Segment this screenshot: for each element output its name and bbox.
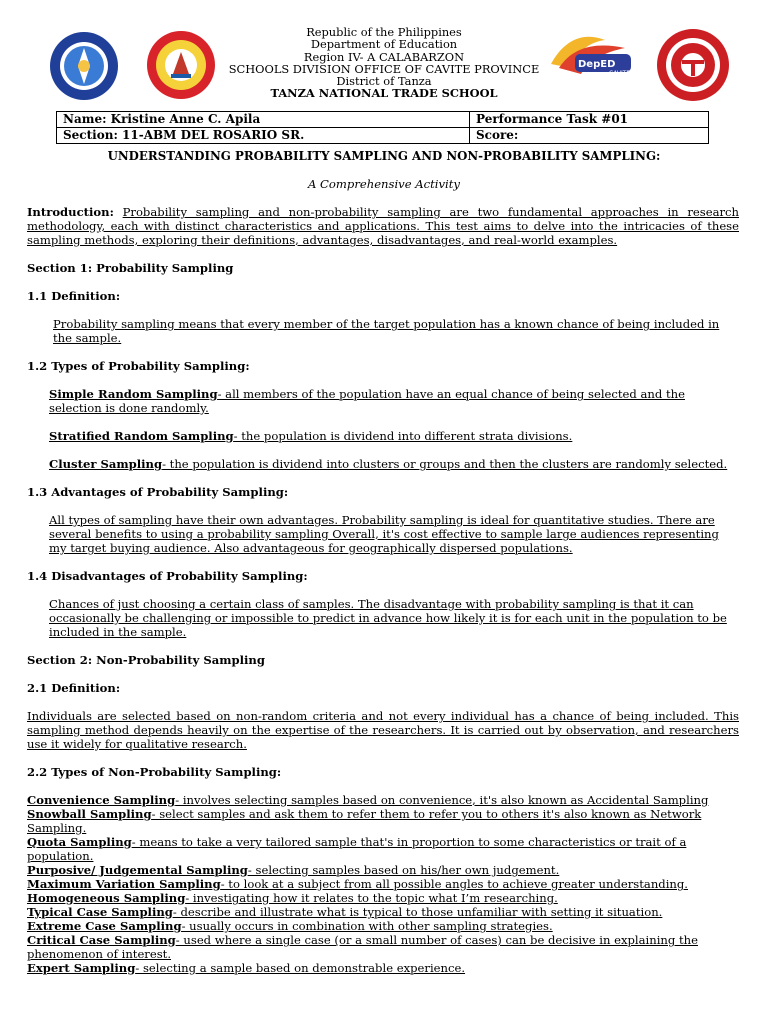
probability-type-item: [27, 387, 739, 415]
disadvantages-text: Chances of just choosing a certain class of samples. The disadvantage with probability sampling is that it can occasionally be challenging or impossible to predict in advance how likely it is for each unit in the population to be included in the sample.: [49, 597, 727, 639]
document-title: UNDERSTANDING PROBABILITY SAMPLING AND NON-PROBABILITY SAMPLING:: [107, 149, 661, 163]
student-section: Section: 11-ABM DEL ROSARIO SR.: [57, 128, 470, 144]
header-line: SCHOOLS DIVISION OFFICE OF CAVITE PROVINCE: [228, 61, 540, 76]
non-probability-type-item: [27, 891, 739, 905]
type-term: Convenience Sampling: [27, 793, 176, 807]
type-term: Snowball Sampling: [27, 807, 152, 821]
type-desc: - to look at a subject from all possible angles to achieve greater understanding.: [220, 877, 688, 891]
probability-type-item: [27, 457, 739, 471]
type-term: Extreme Case Sampling: [27, 919, 182, 933]
type-desc: - selecting samples based on his/her own judgement.: [247, 863, 560, 877]
type-desc: - all members of the population have an equal chance of being selected and the selection is done randomly.: [49, 387, 685, 415]
task-number: Performance Task #01: [470, 112, 709, 128]
header-line: Department of Education: [310, 37, 458, 52]
type-term: Simple Random Sampling: [49, 387, 218, 401]
header-line: Republic of the Philippines: [306, 25, 462, 39]
introduction: [27, 205, 739, 247]
section-2-heading: Section 2: Non-Probability Sampling: [27, 653, 265, 667]
type-desc: - usually occurs in combination with other sampling strategies.: [181, 919, 553, 933]
types-1-heading: 1.2 Types of Probability Sampling:: [27, 359, 250, 373]
student-name: Name: Kristine Anne C. Apila: [57, 112, 470, 128]
disadvantages-heading: 1.4 Disadvantages of Probability Sampling:: [27, 569, 308, 583]
student-info-table: [56, 111, 709, 144]
definition-2-heading: 2.1 Definition:: [27, 681, 121, 695]
type-term: Homogeneous Sampling: [27, 891, 186, 905]
non-probability-type-list: [27, 793, 739, 975]
non-probability-type-item: [27, 793, 739, 807]
non-probability-type-item: [27, 835, 739, 863]
document-body: [27, 205, 739, 975]
svg-text:CAVITE: CAVITE: [609, 70, 631, 77]
deped-cavite-logo-text: DepED: [578, 59, 616, 70]
non-probability-type-item: [27, 807, 739, 835]
non-probability-type-item: [27, 877, 739, 891]
non-probability-type-item: [27, 919, 739, 933]
type-desc: - investigating how it relates to the topic what I’m researching.: [185, 891, 558, 905]
non-probability-type-item: [27, 961, 739, 975]
introduction-label: Introduction:: [27, 205, 114, 219]
header-line: Region IV- A CALABARZON: [303, 49, 465, 64]
type-desc: - used where a single case (or a small number of cases) can be decisive in explaining the phenomenon of interest.: [27, 933, 698, 961]
section-1-heading: Section 1: Probability Sampling: [27, 261, 234, 275]
definition-1-heading: 1.1 Definition:: [27, 289, 121, 303]
probability-type-item: [27, 429, 739, 443]
non-probability-type-item: [27, 933, 739, 961]
definition-2-text: Individuals are selected based on non-random criteria and not every individual has a chance of being included. This sampling method depends heavily on the expertise of the researchers. It is carried out by observation, and researchers use it widely for qualitative research.: [27, 709, 739, 751]
school-name: TANZA NATIONAL TRADE SCHOOL: [270, 86, 498, 101]
type-term: Maximum Variation Sampling: [27, 877, 221, 891]
type-desc: - selecting a sample based on demonstrable experience.: [135, 961, 466, 975]
type-desc: - means to take a very tailored sample that's in proportion to some characteristics or trait of a population.: [27, 835, 687, 863]
non-probability-type-item: [27, 863, 739, 877]
type-term: Critical Case Sampling: [27, 933, 176, 947]
type-desc: - the population is dividend into clusters or groups and then the clusters are randomly selected.: [162, 457, 728, 471]
type-desc: - describe and illustrate what is typical to those unfamiliar with setting it situation.: [172, 905, 663, 919]
type-term: Quota Sampling: [27, 835, 132, 849]
score-field: Score:: [470, 128, 709, 144]
document-subtitle: A Comprehensive Activity: [308, 177, 460, 191]
type-term: Expert Sampling: [27, 961, 136, 975]
header-line: District of Tanza: [336, 74, 432, 89]
advantages-heading: 1.3 Advantages of Probability Sampling:: [27, 485, 289, 499]
type-term: Cluster Sampling: [49, 457, 163, 471]
type-term: Typical Case Sampling: [27, 905, 173, 919]
definition-1-text: Probability sampling means that every member of the target population has a known chance of being included in the sample.: [53, 317, 720, 345]
advantages-text: All types of sampling have their own advantages. Probability sampling is ideal for quantitative studies. There are several benefits to using a probability sampling Overall, it's cost effective to sample large audiences representing my target buying audience. Also advantageous for geographically dispersed populations.: [49, 513, 719, 555]
type-desc: - involves selecting samples based on convenience, it's also known as Accidental Sampling: [175, 793, 709, 807]
type-desc: - the population is dividend into different strata divisions.: [233, 429, 573, 443]
introduction-text: Probability sampling and non-probability sampling are two fundamental approaches in research methodology, each with distinct characteristics and applications. This test aims to delve into the intricacies of these sampling methods, exploring their definitions, advantages, disadvantages, and real-world examples.: [27, 205, 739, 247]
type-desc: - select samples and ask them to refer them to refer you to others it's also known as Network Sampling.: [27, 807, 702, 835]
non-probability-type-item: [27, 905, 739, 919]
types-2-heading: 2.2 Types of Non-Probability Sampling:: [27, 765, 282, 779]
type-term: Stratified Random Sampling: [49, 429, 234, 443]
document-header: [0, 26, 768, 100]
type-term: Purposive/ Judgemental Sampling: [27, 863, 248, 877]
